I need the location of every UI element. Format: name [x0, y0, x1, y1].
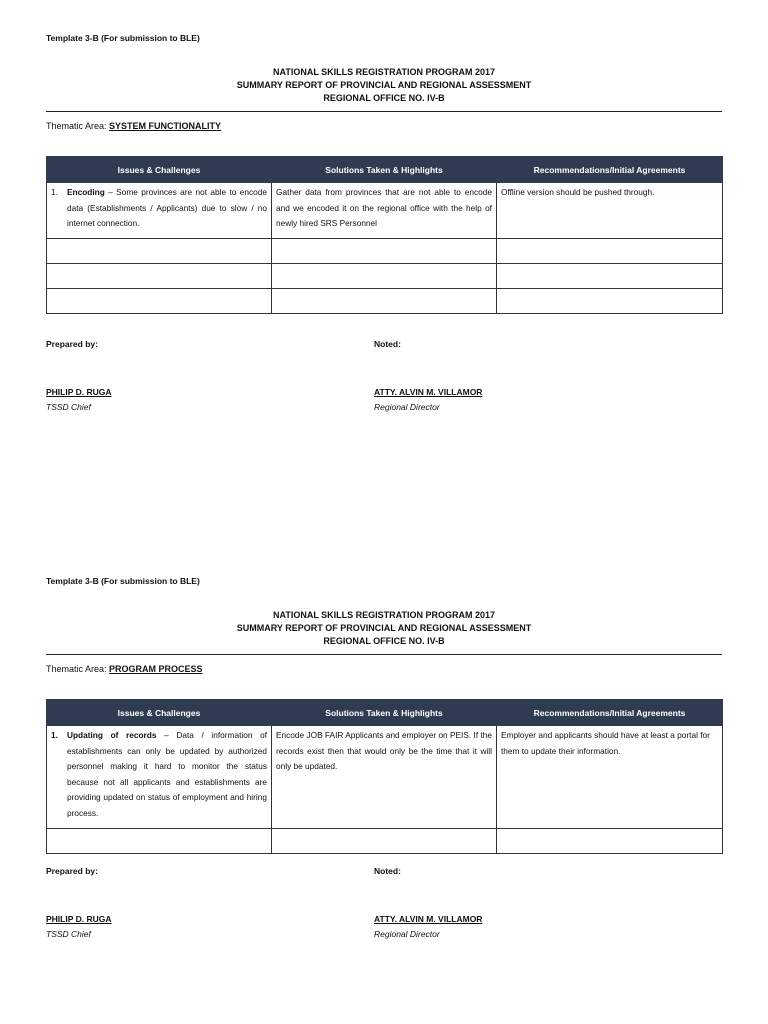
column-header-solutions: Solutions Taken & Highlights — [272, 700, 497, 726]
issue-cell — [47, 183, 272, 239]
noter-name: ATTY. ALVIN M. VILLAMOR — [374, 387, 483, 397]
issue-text: – Some provinces are not able to encode data (Establishments / Applicants) due to slow / no internet connection. — [67, 187, 267, 228]
table-header-row — [47, 157, 723, 183]
report-title: SUMMARY REPORT OF PROVINCIAL AND REGIONAL ASSESSMENT — [236, 623, 532, 633]
table-row-empty — [47, 829, 723, 854]
column-header-issues: Issues & Challenges — [47, 700, 272, 726]
thematic-area — [46, 664, 203, 674]
table-row-empty — [47, 289, 723, 314]
issue-text: – Data / information of establishments can only be updated by authorized personnel making it hard to monitor the status because not all applicants and establishments are providing updated on status of employment and hiring process. — [67, 730, 267, 818]
noted-label: Noted: — [374, 339, 401, 349]
table-row-empty — [47, 264, 723, 289]
office-title: REGIONAL OFFICE NO. IV-B — [323, 93, 445, 103]
thematic-value: SYSTEM FUNCTIONALITY — [109, 121, 222, 131]
thematic-label: Thematic Area: — [46, 121, 107, 131]
column-header-solutions: Solutions Taken & Highlights — [272, 157, 497, 183]
table-row — [47, 183, 723, 239]
program-title: NATIONAL SKILLS REGISTRATION PROGRAM 2017 — [272, 610, 496, 620]
preparer-role: TSSD Chief — [46, 929, 91, 939]
thematic-area — [46, 121, 221, 131]
noter-name: ATTY. ALVIN M. VILLAMOR — [374, 914, 483, 924]
noter-role: Regional Director — [374, 929, 440, 939]
thematic-value: PROGRAM PROCESS — [109, 664, 203, 674]
report-title: SUMMARY REPORT OF PROVINCIAL AND REGIONAL ASSESSMENT — [236, 80, 532, 90]
table-header-row — [47, 700, 723, 726]
prepared-by-label: Prepared by: — [46, 339, 98, 349]
issue-title: Updating of records — [67, 730, 157, 740]
preparer-role: TSSD Chief — [46, 402, 91, 412]
preparer-name: PHILIP D. RUGA — [46, 914, 112, 924]
solution-cell: Gather data from provinces that are not able to encode and we encoded it on the regional office with the help of newly hired SRS Personnel — [272, 183, 497, 239]
program-title: NATIONAL SKILLS REGISTRATION PROGRAM 2017 — [272, 67, 496, 77]
thematic-label: Thematic Area: — [46, 664, 107, 674]
table-row-empty — [47, 239, 723, 264]
solution-cell: Encode JOB FAIR Applicants and employer on PEIS. If the records exist then that would only be the time that it will only be updated. — [272, 726, 497, 829]
issue-number: 1. — [51, 187, 58, 197]
prepared-by-label: Prepared by: — [46, 866, 98, 876]
column-header-recommendations: Recommendations/Initial Agreements — [497, 157, 723, 183]
issue-number: 1. — [51, 730, 58, 740]
report-headings — [46, 609, 722, 648]
column-header-recommendations: Recommendations/Initial Agreements — [497, 700, 723, 726]
issue-title: Encoding — [67, 187, 105, 197]
preparer-name: PHILIP D. RUGA — [46, 387, 112, 397]
template-label: Template 3-B (For submission to BLE) — [46, 576, 200, 586]
template-label: Template 3-B (For submission to BLE) — [46, 33, 200, 43]
recommendation-cell: Offline version should be pushed through. — [497, 183, 723, 239]
column-header-issues: Issues & Challenges — [47, 157, 272, 183]
header-divider — [46, 111, 722, 112]
header-divider — [46, 654, 722, 655]
issues-table — [46, 699, 723, 854]
report-headings — [46, 66, 722, 105]
noter-role: Regional Director — [374, 402, 440, 412]
office-title: REGIONAL OFFICE NO. IV-B — [323, 636, 445, 646]
recommendation-cell: Employer and applicants should have at least a portal for them to update their information. — [497, 726, 723, 829]
issue-cell — [47, 726, 272, 829]
noted-label: Noted: — [374, 866, 401, 876]
issues-table — [46, 156, 723, 314]
table-row — [47, 726, 723, 829]
